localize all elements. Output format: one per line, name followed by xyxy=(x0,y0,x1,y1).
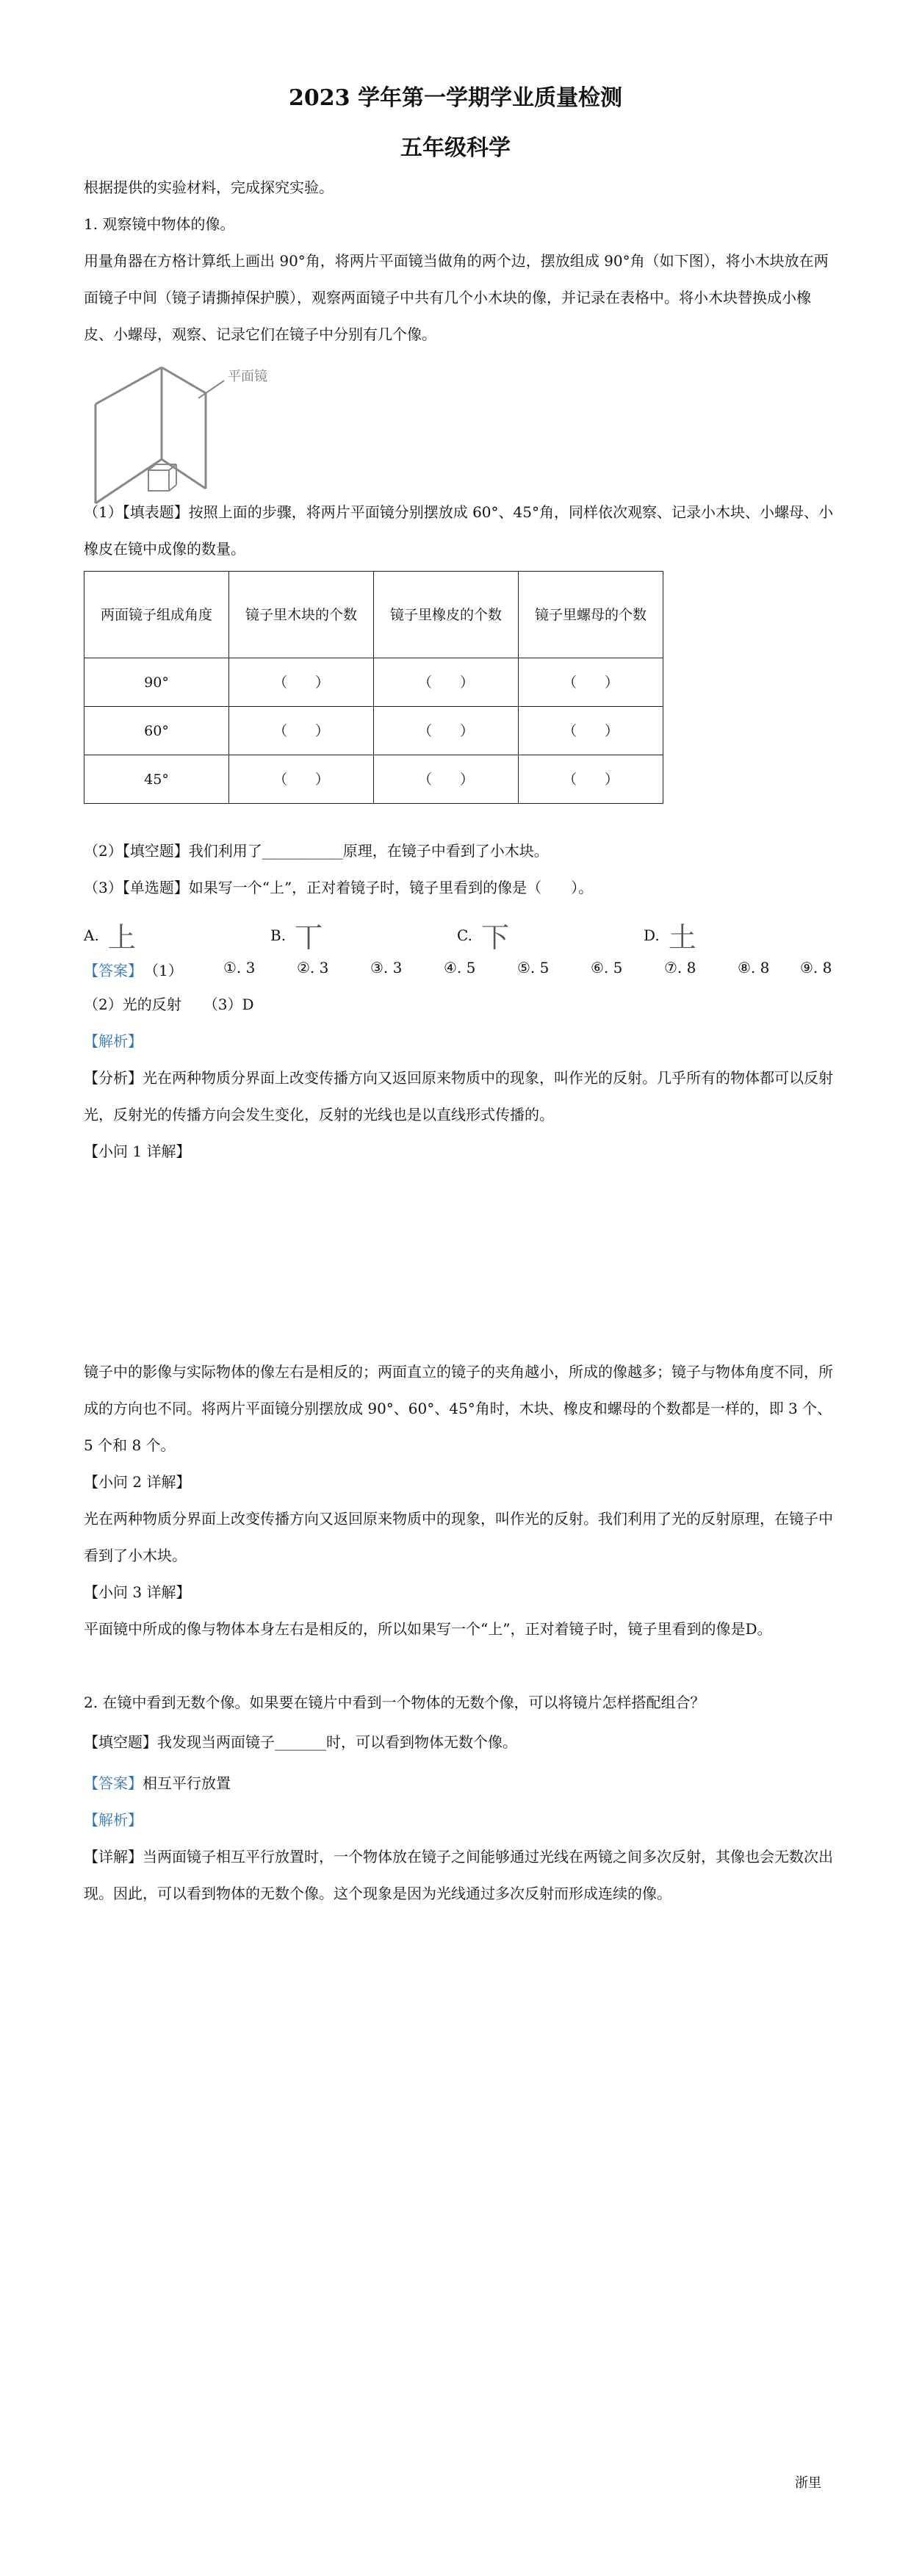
answer-item: ⑧. 8 xyxy=(738,959,770,976)
answer-item: ⑦. 8 xyxy=(664,959,696,976)
answer-item: ⑨. 8 xyxy=(800,959,832,976)
page-title: 2023 学年第一学期学业质量检测 xyxy=(289,85,622,111)
q2-fill: 【填空题】我发现当两面镜子_______时，可以看到物体无数个像。 xyxy=(84,1733,517,1751)
option-glyph: 下 xyxy=(480,921,509,954)
answer-item: ⑥. 5 xyxy=(591,959,623,976)
q2-detail xyxy=(84,1838,833,1912)
option-c[interactable] xyxy=(457,915,509,955)
answer-item: ②. 3 xyxy=(297,959,329,976)
detail1-tag: 【小问 1 详解】 xyxy=(84,1143,191,1160)
answer-item: ①. 3 xyxy=(223,959,256,976)
table-cell[interactable]: （ ） xyxy=(519,707,663,755)
answer-item: ⑤. 5 xyxy=(517,959,550,976)
intro-text: 根据提供的实验材料，完成探究实验。 xyxy=(84,179,334,196)
answer-item: （1） xyxy=(144,962,183,979)
table-cell: 60° xyxy=(84,707,229,755)
detail2-text: 光在两种物质分界面上改变传播方向又返回原来物质中的现象，叫作光的反射。我们利用了光的反射原理，在镜子中看到了小木块。 xyxy=(84,1510,833,1564)
q2-answer xyxy=(84,1765,833,1802)
table-row xyxy=(84,755,663,804)
answer-tag: 【答案】 xyxy=(84,962,143,979)
answer-text: 相互平行放置 xyxy=(143,1774,231,1792)
table-row xyxy=(84,707,663,755)
answer-item: ④. 5 xyxy=(444,959,476,976)
option-label: A. xyxy=(84,926,99,944)
table-cell: 90° xyxy=(84,658,229,707)
answer-tag: 【答案】 xyxy=(84,1774,143,1792)
option-label: C. xyxy=(457,926,472,944)
observation-table xyxy=(84,571,663,804)
figure-label: 平面镜 xyxy=(228,369,267,384)
table-cell[interactable]: （ ） xyxy=(229,707,374,755)
table-cell[interactable]: （ ） xyxy=(229,755,374,804)
table-cell[interactable]: （ ） xyxy=(374,755,519,804)
option-b[interactable] xyxy=(270,915,323,955)
table-header: 镜子里螺母的个数 xyxy=(519,572,663,658)
detail-text: 当两面镜子相互平行放置时，一个物体放在镜子之间能够通过光线在两镜之间多次反射，其像也会无数次出现。因此，可以看到物体的无数个像。这个现象是因为光线通过多次反射而形成连续的像。 xyxy=(84,1848,833,1902)
answer-line2: （2）光的反射 （3）D xyxy=(84,996,254,1013)
q1-sub3: （3）【单选题】如果写一个“上”，正对着镜子时，镜子里看到的像是（ ）。 xyxy=(84,879,594,896)
table-cell[interactable]: （ ） xyxy=(519,755,663,804)
wood-block xyxy=(148,464,176,491)
detail3-text: 平面镜中所成的像与物体本身左右是相反的，所以如果写一个“上”，正对着镜子时，镜子里看到的像是D。 xyxy=(84,1620,772,1638)
option-glyph: 丅 xyxy=(295,921,323,954)
detail2-tag: 【小问 2 详解】 xyxy=(84,1473,191,1491)
analysis-tag: 【解析】 xyxy=(84,1032,143,1050)
page-subtitle: 五年级科学 xyxy=(400,135,511,161)
table-cell: 45° xyxy=(84,755,229,804)
option-label: D. xyxy=(644,926,660,944)
option-label: B. xyxy=(270,926,287,944)
table-row xyxy=(84,658,663,707)
option-a[interactable] xyxy=(84,915,136,955)
table-header: 镜子里橡皮的个数 xyxy=(374,572,519,658)
analysis-paragraph xyxy=(84,1059,833,1133)
detail1-text: 镜子中的影像与实际物体的像左右是相反的；两面直立的镜子的夹角越小，所成的像越多；镜子与物体角度不同，所成的方向也不同。将两片平面镜分别摆放成 90°、60°、45°角时，木块、橡皮和螺母的个数都是一样的，即 3 个、5 个和 8 个。 xyxy=(84,1363,833,1454)
table-header: 两面镜子组成角度 xyxy=(84,572,229,658)
fenxi-tag: 【分析】 xyxy=(84,1069,143,1087)
q1-heading: 1. 观察镜中物体的像。 xyxy=(84,215,235,233)
detail-tag: 【详解】 xyxy=(84,1848,143,1866)
table-cell[interactable]: （ ） xyxy=(519,658,663,707)
footer-mark: 浙里 xyxy=(795,2475,821,2491)
q1-sub2: （2）【填空题】我们利用了___________原理，在镜子中看到了小木块。 xyxy=(84,842,549,860)
detail3-tag: 【小问 3 详解】 xyxy=(84,1583,191,1601)
table-cell[interactable]: （ ） xyxy=(374,658,519,707)
table-header: 镜子里木块的个数 xyxy=(229,572,374,658)
mirror-figure xyxy=(88,360,301,514)
q2-analysis-tag: 【解析】 xyxy=(84,1811,143,1829)
q1-sub1: （1）【填表题】按照上面的步骤，将两片平面镜分别摆放成 60°、45°角，同样依次观察、记录小木块、小螺母、小橡皮在镜中成像的数量。 xyxy=(84,503,833,558)
q2-heading: 2. 在镜中看到无数个像。如果要在镜片中看到一个物体的无数个像，可以将镜片怎样搭配组合？ xyxy=(84,1694,705,1711)
table-cell[interactable]: （ ） xyxy=(374,707,519,755)
option-glyph: 土 xyxy=(668,921,696,954)
answer-item: ③. 3 xyxy=(370,959,403,976)
fenxi-text: 光在两种物质分界面上改变传播方向又返回原来物质中的现象，叫作光的反射。几乎所有的物体都可以反射光，反射光的传播方向会发生变化，反射的光线也是以直线形式传播的。 xyxy=(84,1069,833,1123)
option-glyph: 上 xyxy=(107,921,136,954)
option-d[interactable] xyxy=(644,915,696,955)
table-cell[interactable]: （ ） xyxy=(229,658,374,707)
q1-paragraph: 用量角器在方格计算纸上画出 90°角，将两片平面镜当做角的两个边，摆放组成 90°角（如下图），将小木块放在两面镜子中间（镜子请撕掉保护膜），观察两面镜子中共有几个小木块的像，并记录在表格中。将小木块替换成小橡皮、小螺母，观察、记录它们在镜子中分别有几个像。 xyxy=(84,252,829,343)
